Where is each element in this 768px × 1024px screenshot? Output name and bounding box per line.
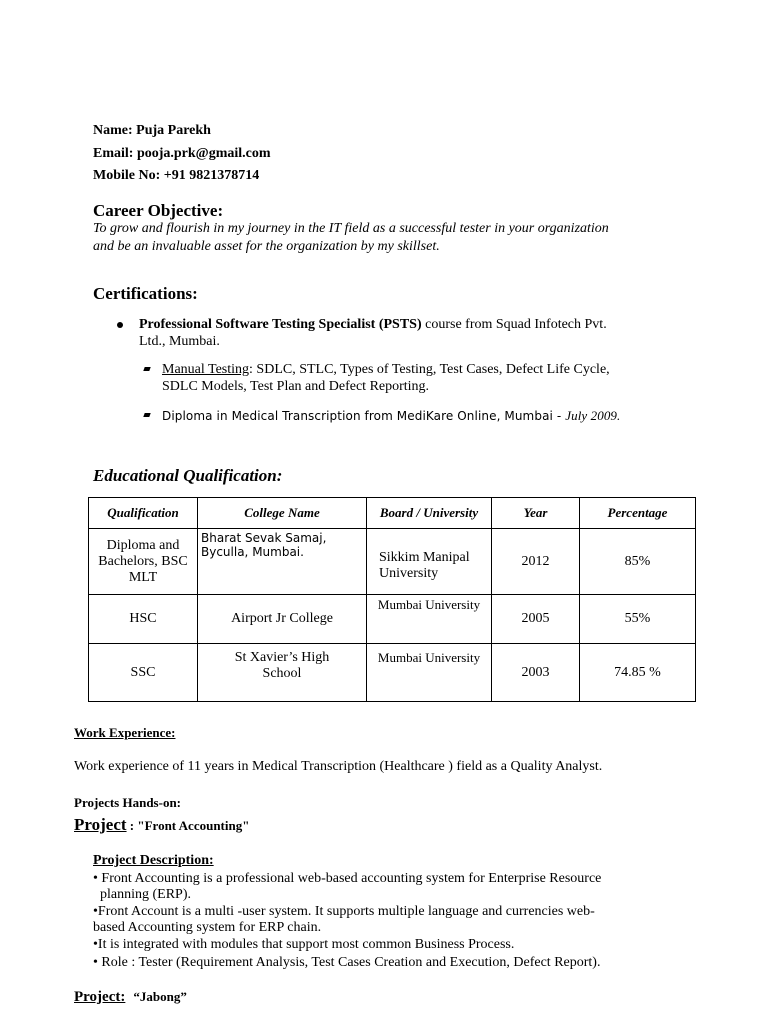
column-header: Percentage bbox=[580, 498, 696, 529]
column-header: College Name bbox=[198, 498, 367, 529]
table-row bbox=[89, 529, 696, 595]
project-desc-line: based Accounting system for ERP chain. bbox=[93, 920, 322, 935]
project-desc-line: • Front Accounting is a professional web-based accounting system for Enterprise Resource bbox=[93, 871, 602, 886]
project-desc-line: •Front Account is a multi -user system. It supports multiple language and currencies web- bbox=[93, 904, 595, 919]
project-desc-line: planning (ERP). bbox=[93, 887, 191, 902]
work-experience-text: Work experience of 11 years in Medical Transcription (Healthcare ) field as a Quality Analyst. bbox=[74, 759, 603, 774]
table-cell-board: Mumbai University bbox=[367, 644, 492, 702]
certifications-heading: Certifications: bbox=[93, 284, 198, 303]
table-row bbox=[89, 595, 696, 644]
projects-heading: Projects Hands-on: bbox=[74, 795, 182, 810]
certification-psts bbox=[139, 317, 607, 333]
manual-testing-label: Manual Testing bbox=[162, 362, 250, 377]
table-cell-year: 2012 bbox=[492, 529, 580, 595]
table-cell-qualification: HSC bbox=[89, 595, 198, 644]
table-cell-year: 2005 bbox=[492, 595, 580, 644]
certification-manual-line2: SDLC Models, Test Plan and Defect Reporting. bbox=[162, 379, 430, 394]
table-cell-college: Airport Jr College bbox=[198, 595, 367, 644]
certification-diploma bbox=[162, 408, 620, 424]
table-row bbox=[89, 644, 696, 702]
table-cell-qualification: Diploma and Bachelors, BSC MLT bbox=[89, 529, 198, 595]
certification-psts-line2: Ltd., Mumbai. bbox=[139, 334, 220, 349]
column-header: Qualification bbox=[89, 498, 198, 529]
education-heading: Educational Qualification: bbox=[93, 466, 283, 485]
table-cell-college: Bharat Sevak Samaj, Byculla, Mumbai. bbox=[198, 529, 367, 595]
project-1-name: : "Front Accounting" bbox=[126, 818, 250, 833]
certification-manual-testing bbox=[162, 362, 610, 378]
square-bullet-icon bbox=[143, 413, 150, 417]
education-header-row bbox=[89, 498, 696, 529]
project-desc-line: • Role : Tester (Requirement Analysis, Test Cases Creation and Execution, Defect Report). bbox=[93, 955, 601, 970]
column-header: Year bbox=[492, 498, 580, 529]
table-cell-qualification: SSC bbox=[89, 644, 198, 702]
project-1-label: Project bbox=[74, 815, 127, 834]
table-cell-board: Mumbai University bbox=[367, 595, 492, 644]
project-2-title bbox=[74, 988, 187, 1006]
work-experience-heading: Work Experience: bbox=[74, 725, 176, 740]
diploma-date: July 2009. bbox=[565, 408, 621, 423]
certification-psts-title: Professional Software Testing Specialist (PSTS) bbox=[139, 317, 422, 332]
manual-testing-rest: : SDLC, STLC, Types of Testing, Test Cases, Defect Life Cycle, bbox=[249, 362, 610, 377]
table-cell-board: Sikkim Manipal University bbox=[367, 529, 492, 595]
career-objective-line2: and be an invaluable asset for the organization by my skillset. bbox=[93, 239, 440, 254]
career-objective-heading: Career Objective: bbox=[93, 201, 224, 220]
career-objective-line1: To grow and flourish in my journey in the IT field as a successful tester in your organization bbox=[93, 221, 609, 236]
project-2-name: “Jabong” bbox=[133, 989, 187, 1004]
project-desc-line: •It is integrated with modules that support most common Business Process. bbox=[93, 937, 515, 952]
certification-psts-rest: course from Squad Infotech Pvt. bbox=[421, 317, 607, 332]
table-cell-percentage: 74.85 % bbox=[580, 644, 696, 702]
table-cell-percentage: 55% bbox=[580, 595, 696, 644]
contact-mobile: Mobile No: +91 9821378714 bbox=[93, 168, 260, 183]
education-table bbox=[88, 497, 696, 702]
table-cell-year: 2003 bbox=[492, 644, 580, 702]
column-header: Board / University bbox=[367, 498, 492, 529]
square-bullet-icon bbox=[143, 367, 150, 371]
contact-email: Email: pooja.prk@gmail.com bbox=[93, 146, 271, 161]
project-1-title bbox=[74, 815, 249, 835]
bullet-icon bbox=[117, 322, 123, 328]
diploma-text: Diploma in Medical Transcription from MediKare Online, Mumbai - bbox=[162, 409, 566, 423]
contact-name: Name: Puja Parekh bbox=[93, 123, 211, 138]
project-description-heading: Project Description: bbox=[93, 853, 214, 868]
project-2-label: Project: bbox=[74, 989, 126, 1005]
table-cell-college: St Xavier’s High School bbox=[198, 644, 367, 702]
table-cell-percentage: 85% bbox=[580, 529, 696, 595]
